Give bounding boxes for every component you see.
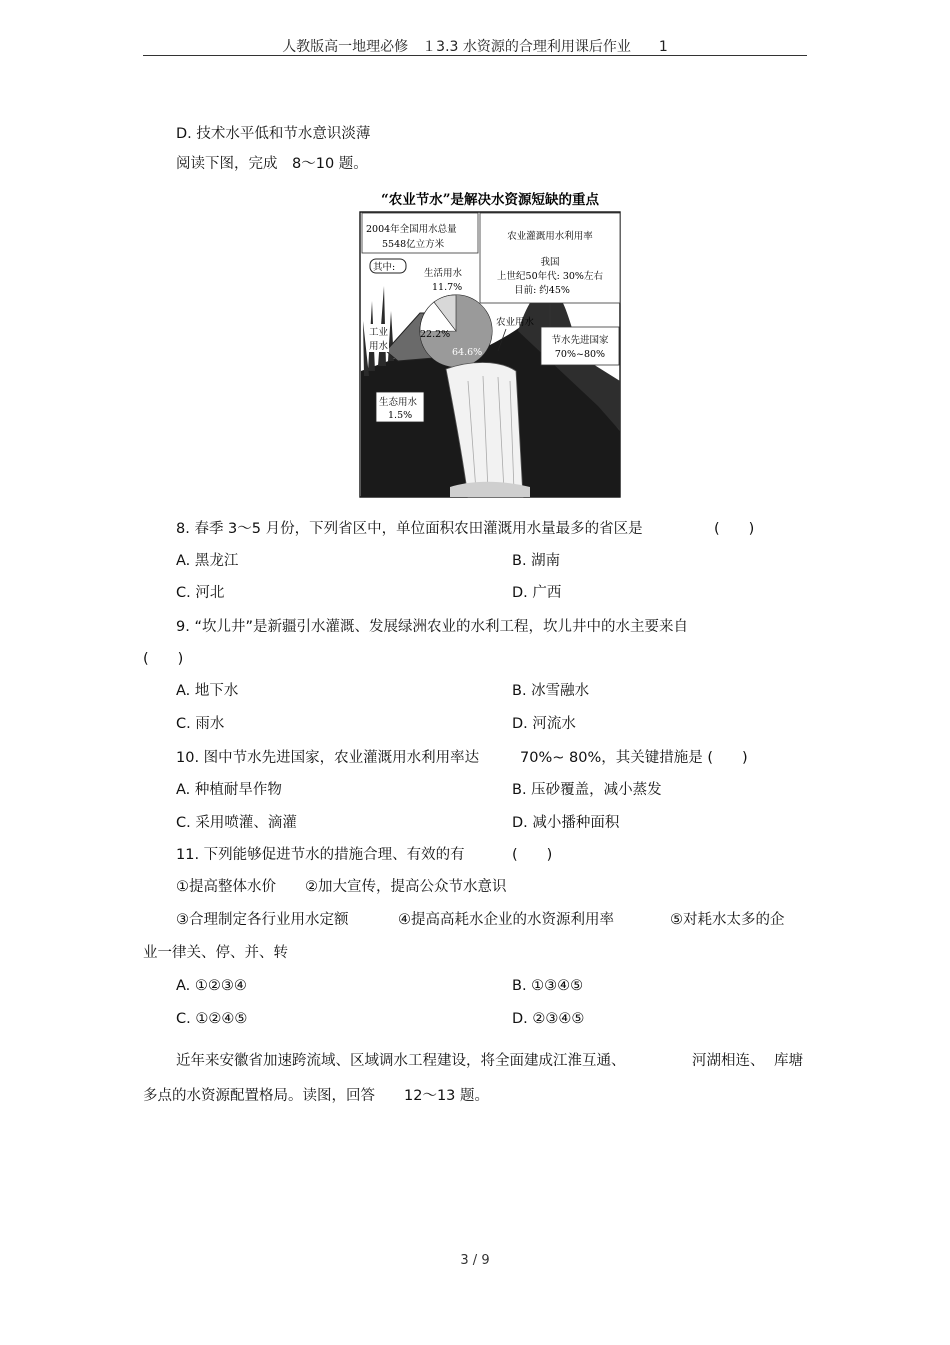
domestic-value: 11.7% — [432, 282, 463, 293]
q10-option-b: B. 压砂覆盖，减小蒸发 — [512, 782, 662, 798]
advanced-value: 70%~80% — [554, 349, 606, 360]
industry-value: 22.2% — [420, 329, 451, 340]
total-line-2: 5548亿立方米 — [382, 239, 445, 250]
q9-option-c: C. 雨水 — [176, 716, 225, 732]
q11-option-a: A. ①②③④ — [176, 978, 247, 994]
advanced-label: 节水先进国家 — [551, 335, 609, 346]
q9-answer-paren: ( ) — [143, 651, 184, 667]
q8-stem: 8. 春季 3～5 月份，下列省区中，单位面积农田灌溉用水量最多的省区是 — [176, 521, 643, 537]
q11-measures-line-1: ①提高整体水价 ②加大宣传，提高公众节水意识 — [176, 879, 507, 895]
q11-option-d: D. ②③④⑤ — [512, 1011, 585, 1027]
q8-option-d: D. 广西 — [512, 585, 562, 601]
industry-label-1: 工业 — [369, 327, 389, 338]
q10-stem-a: 10. 图中节水先进国家，农业灌溉用水利用率达 — [176, 750, 480, 766]
q11-stem: 11. 下列能够促进节水的措施合理、有效的有 — [176, 847, 465, 863]
total-line-1: 2004年全国用水总量 — [366, 224, 457, 235]
q10-option-a: A. 种植耐旱作物 — [176, 782, 282, 798]
eco-label: 生态用水 — [379, 397, 418, 408]
prev-question-option-d: D. 技术水平低和节水意识淡薄 — [176, 126, 371, 142]
q9-stem: 9. “坎儿井”是新疆引水灌溉、发展绿洲农业的水利工程，坎儿井中的水主要来自 — [176, 619, 688, 635]
q8-option-c: C. 河北 — [176, 585, 225, 601]
agriculture-label: 农业用水 — [496, 317, 535, 328]
q11-measure-4: ④提高高耗水企业的水资源利用率 — [398, 912, 614, 928]
q10-stem-b: 70%~ 80%，其关键措施是 ( ) — [520, 750, 748, 766]
page-number: 3 / 9 — [460, 1253, 490, 1268]
header-rule — [143, 55, 807, 56]
q11-answer-paren: ( ) — [512, 847, 553, 863]
q8-option-a: A. 黑龙江 — [176, 553, 239, 569]
qizhong-label: 其中: — [373, 262, 396, 273]
page-header-title: 人教版高一地理必修 １3.3 水资源的合理利用课后作业 1 — [282, 39, 668, 55]
instruction-8-10: 阅读下图，完成 8～10 题。 — [176, 156, 368, 172]
q11-measure-5-cont: 业一律关、停、并、转 — [143, 945, 288, 961]
domestic-label: 生活用水 — [424, 268, 463, 279]
passage-line-1c: 库塘 — [774, 1053, 803, 1069]
q10-option-c: C. 采用喷灌、滴灌 — [176, 815, 297, 831]
industry-label-2: 用水 — [369, 341, 389, 352]
china-now: 目前: 约45% — [514, 285, 570, 296]
figure-title: “农业节水”是解决水资源短缺的重点 — [380, 192, 600, 208]
q10-option-d: D. 减小播种面积 — [512, 815, 620, 831]
passage-line-1b: 河湖相连、 — [692, 1053, 765, 1069]
q8-option-b: B. 湖南 — [512, 553, 561, 569]
q11-option-b: B. ①③④⑤ — [512, 978, 584, 994]
passage-line-2: 多点的水资源配置格局。读图，回答 12～13 题。 — [143, 1088, 490, 1104]
eco-value: 1.5% — [388, 410, 413, 421]
q9-option-d: D. 河流水 — [512, 716, 576, 732]
china-1950s: 上世纪50年代: 30%左右 — [497, 271, 603, 282]
q11-option-c: C. ①②④⑤ — [176, 1011, 248, 1027]
agriculture-value: 64.6% — [452, 347, 483, 358]
q11-measure-5: ⑤对耗水太多的企 — [670, 912, 785, 928]
china-label: 我国 — [540, 257, 560, 268]
q8-answer-paren: ( ) — [714, 521, 755, 537]
rate-title: 农业灌溉用水利用率 — [507, 231, 593, 242]
agricultural-water-saving-figure — [358, 191, 622, 498]
q11-measure-3: ③合理制定各行业用水定额 — [176, 912, 349, 928]
q9-option-b: B. 冰雪融水 — [512, 683, 590, 699]
q9-option-a: A. 地下水 — [176, 683, 239, 699]
passage-line-1a: 近年来安徽省加速跨流域、区域调水工程建设，将全面建成江淮互通、 — [176, 1053, 626, 1069]
